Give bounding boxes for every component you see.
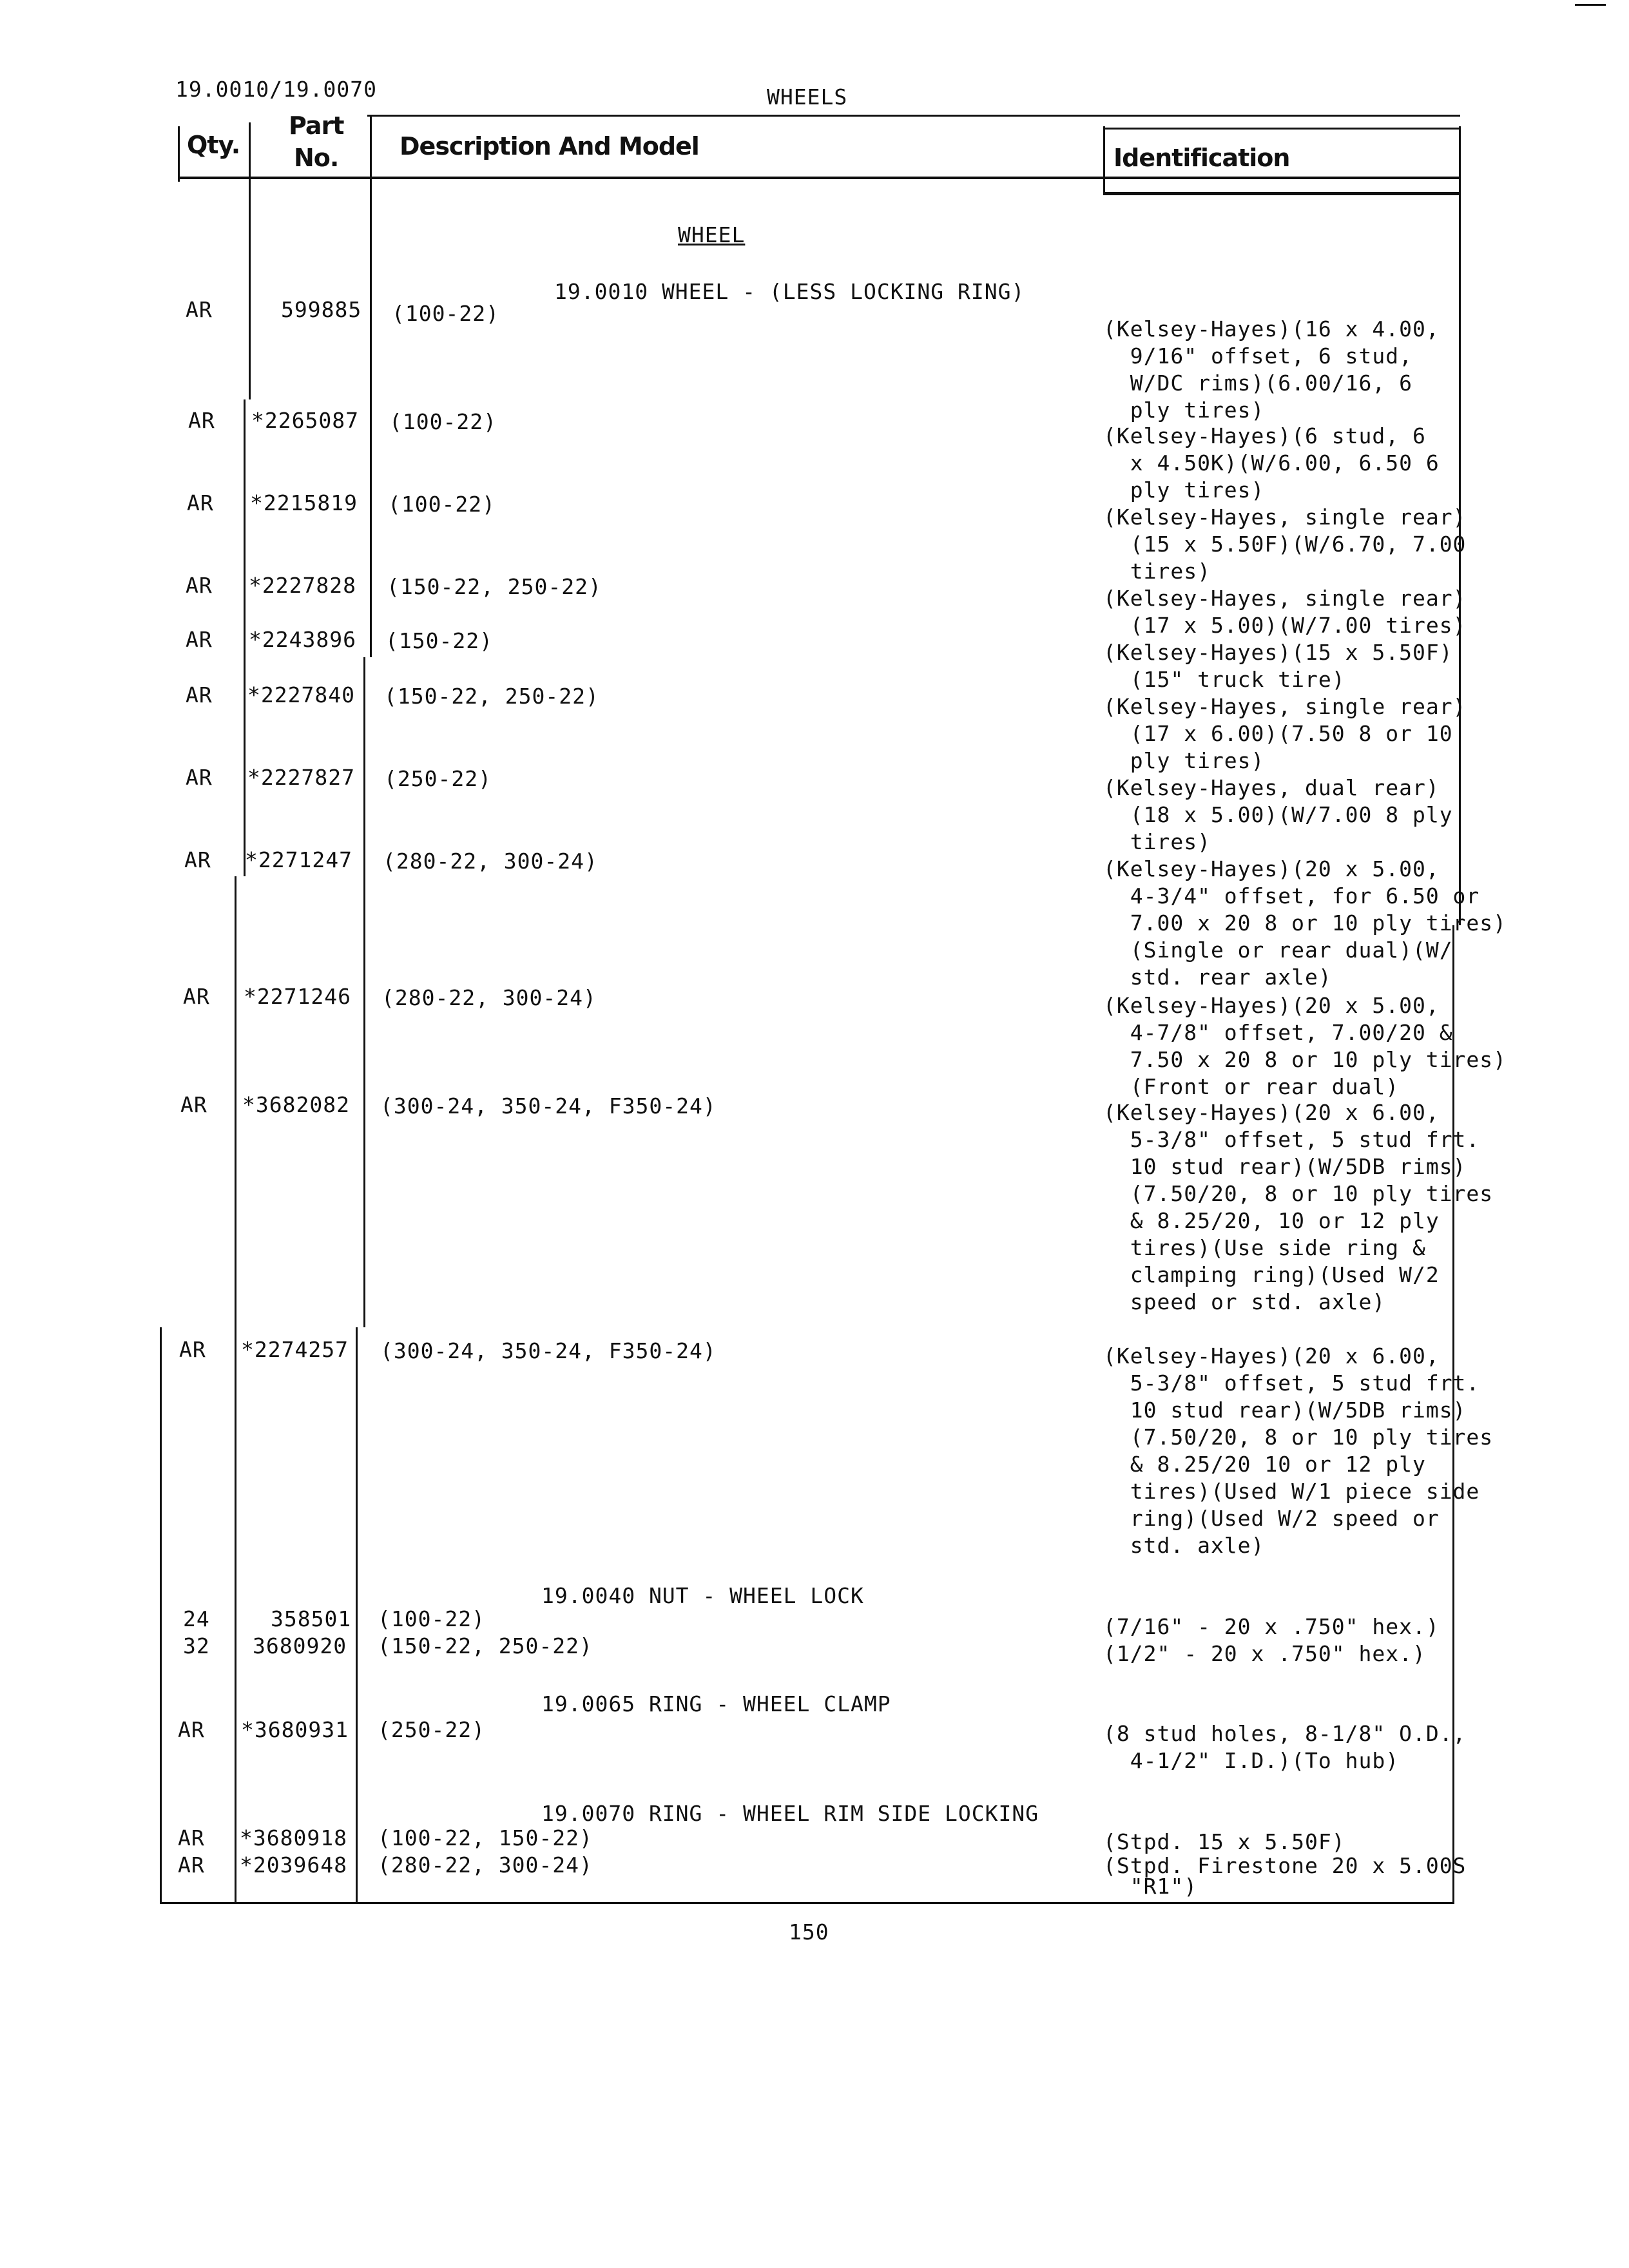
row-part-number: *2274257 <box>241 1337 349 1362</box>
row-model: (300-24, 350-24, F350-24) <box>380 1338 717 1363</box>
row-identification: (Kelsey-Hayes, single rear) (17 x 5.00)(W/7.00 tires) <box>1103 586 1467 638</box>
row-model: (150-22, 250-22) <box>384 684 599 709</box>
row-model: (250-22) <box>378 1717 485 1742</box>
row-part-number: *3680931 <box>241 1717 349 1742</box>
row-part-number: *2271246 <box>244 984 351 1009</box>
column-header-no: No. <box>294 144 339 172</box>
row-part-number: *3682082 <box>242 1092 350 1117</box>
group-heading-side-ring: 19.0070 RING - WHEEL RIM SIDE LOCKING <box>541 1801 1039 1826</box>
row-identification: (Kelsey-Hayes)(6 stud, 6 x 4.50K)(W/6.00, 6.50 6 ply tires) <box>1103 423 1440 503</box>
row-identification: (Kelsey-Hayes)(15 x 5.50F) (15" truck tire) <box>1103 640 1453 692</box>
header-top-rule <box>367 115 1460 117</box>
row-model: (100-22) <box>389 409 497 434</box>
row-part-number: *2243896 <box>249 627 356 652</box>
row-identification: (Kelsey-Hayes, single rear) (17 x 6.00)(7.50 8 or 10 ply tires) <box>1103 694 1467 773</box>
row-model: (100-22) <box>388 492 496 517</box>
row-identification: (8 stud holes, 8-1/8" O.D., 4-1/2" I.D.)(To hub) <box>1103 1721 1467 1773</box>
row-qty: AR <box>186 573 213 598</box>
column-rule-qty-mid <box>244 399 246 876</box>
column-rule-qty-low <box>235 876 236 1903</box>
row-model: (100-22) <box>392 301 499 326</box>
row-model: (100-22) <box>378 1606 485 1631</box>
row-part-number: 358501 <box>271 1606 352 1631</box>
row-part-number: *3680918 <box>240 1825 347 1850</box>
row-qty: AR <box>184 847 211 872</box>
row-identification: (Kelsey-Hayes)(20 x 6.00, 5-3/8" offset, 5 stud frt. 10 stud rear)(W/5DB rims) (7.50/20, 8 or 10 ply tires & 8.25/20, 10 or 12 ply tires)(Use side ring & clamping ring)(Used W/2 speed or std. axle) <box>1103 1100 1494 1314</box>
row-qty: AR <box>178 1852 205 1878</box>
group-heading-wheel: 19.0010 WHEEL - (LESS LOCKING RING) <box>554 279 1025 304</box>
row-model: (280-22, 300-24) <box>378 1852 593 1878</box>
column-rule-part-top <box>370 116 372 657</box>
row-qty: AR <box>178 1825 205 1850</box>
row-model: (250-22) <box>384 766 492 791</box>
row-part-number: *2265087 <box>251 408 359 433</box>
row-qty: AR <box>180 1092 207 1117</box>
row-qty: 24 <box>183 1606 210 1631</box>
row-identification: (Stpd. Firestone 20 x 5.00S "R1") <box>1103 1853 1467 1899</box>
row-identification: (Kelsey-Hayes)(20 x 6.00, 5-3/8" offset, 5 stud frt. 10 stud rear)(W/5DB rims) (7.50/20, 8 or 10 ply tires & 8.25/20 10 or 12 ply tires)(Used W/1 piece side ring)(Used W/2 speed or std. axle) <box>1103 1343 1494 1558</box>
row-identification: (Kelsey-Hayes, dual rear) (18 x 5.00)(W/7.00 8 ply tires) <box>1103 775 1453 854</box>
row-part-number: 3680920 <box>253 1633 347 1658</box>
row-identification: (Kelsey-Hayes)(20 x 5.00, 4-7/8" offset, 7.00/20 & 7.50 x 20 8 or 10 ply tires) (Front or rear dual) <box>1103 993 1507 1099</box>
row-qty: AR <box>187 490 214 515</box>
row-identification: (1/2" - 20 x .750" hex.) <box>1103 1641 1426 1666</box>
row-identification: (Kelsey-Hayes, single rear) (15 x 5.50F)(W/6.70, 7.00 tires) <box>1103 505 1467 584</box>
page-reference: 19.0010/19.0070 <box>175 77 378 102</box>
column-rule-left-top <box>178 126 180 182</box>
row-model: (280-22, 300-24) <box>383 849 598 874</box>
row-qty: AR <box>183 984 210 1009</box>
row-model: (280-22, 300-24) <box>381 985 597 1010</box>
column-header-identification: Identification <box>1113 144 1290 172</box>
row-model: (150-22, 250-22) <box>387 574 602 599</box>
group-heading-nut: 19.0040 NUT - WHEEL LOCK <box>541 1583 864 1608</box>
column-rule-qty-top <box>249 122 251 399</box>
group-heading-clamp-ring: 19.0065 RING - WHEEL CLAMP <box>541 1691 891 1716</box>
table-bottom-rule <box>160 1902 1454 1904</box>
row-identification: (Kelsey-Hayes)(20 x 5.00, 4-3/4" offset, for 6.50 or 7.00 x 20 8 or 10 ply tires) (Single or rear dual)(W/ std. rear axle) <box>1103 856 1507 990</box>
row-part-number: *2039648 <box>240 1852 347 1878</box>
page-title: WHEELS <box>767 84 848 110</box>
row-qty: AR <box>178 1717 205 1742</box>
row-identification: (Stpd. 15 x 5.50F) <box>1103 1829 1345 1854</box>
row-part-number: *2215819 <box>250 490 358 515</box>
column-header-description: Description And Model <box>400 132 699 160</box>
row-qty: AR <box>179 1337 206 1362</box>
row-qty: 32 <box>183 1633 210 1658</box>
column-header-qty: Qty. <box>187 131 240 159</box>
row-part-number: *2227828 <box>249 573 356 598</box>
row-qty: AR <box>186 682 213 707</box>
header-bottom-rule-right <box>1103 192 1460 195</box>
row-part-number: *2227827 <box>247 765 355 790</box>
row-model: (150-22, 250-22) <box>378 1633 593 1658</box>
row-model: (150-22) <box>385 628 493 653</box>
header-top-rule-right <box>1103 128 1460 130</box>
row-qty: AR <box>186 627 213 652</box>
column-rule-ident-header <box>1103 126 1105 195</box>
column-rule-part-low <box>356 1327 358 1903</box>
row-model: (300-24, 350-24, F350-24) <box>380 1093 717 1119</box>
row-qty: AR <box>186 765 213 790</box>
row-model: (100-22, 150-22) <box>378 1825 593 1850</box>
column-header-part: Part <box>289 111 344 140</box>
row-part-number: 599885 <box>281 297 362 322</box>
row-qty: AR <box>186 297 213 322</box>
row-part-number: *2227840 <box>247 682 355 707</box>
row-identification: (7/16" - 20 x .750" hex.) <box>1103 1614 1440 1639</box>
section-title: WHEEL <box>678 222 746 247</box>
scan-corner-mark <box>1575 4 1606 6</box>
row-qty: AR <box>188 408 215 433</box>
page-number: 150 <box>789 1919 829 1945</box>
column-rule-left-low <box>160 1327 162 1903</box>
row-identification: (Kelsey-Hayes)(16 x 4.00, 9/16" offset, 6 stud, W/DC rims)(6.00/16, 6 ply tires) <box>1103 316 1440 423</box>
row-part-number: *2271247 <box>245 847 352 872</box>
column-rule-part-mid <box>363 657 365 1327</box>
